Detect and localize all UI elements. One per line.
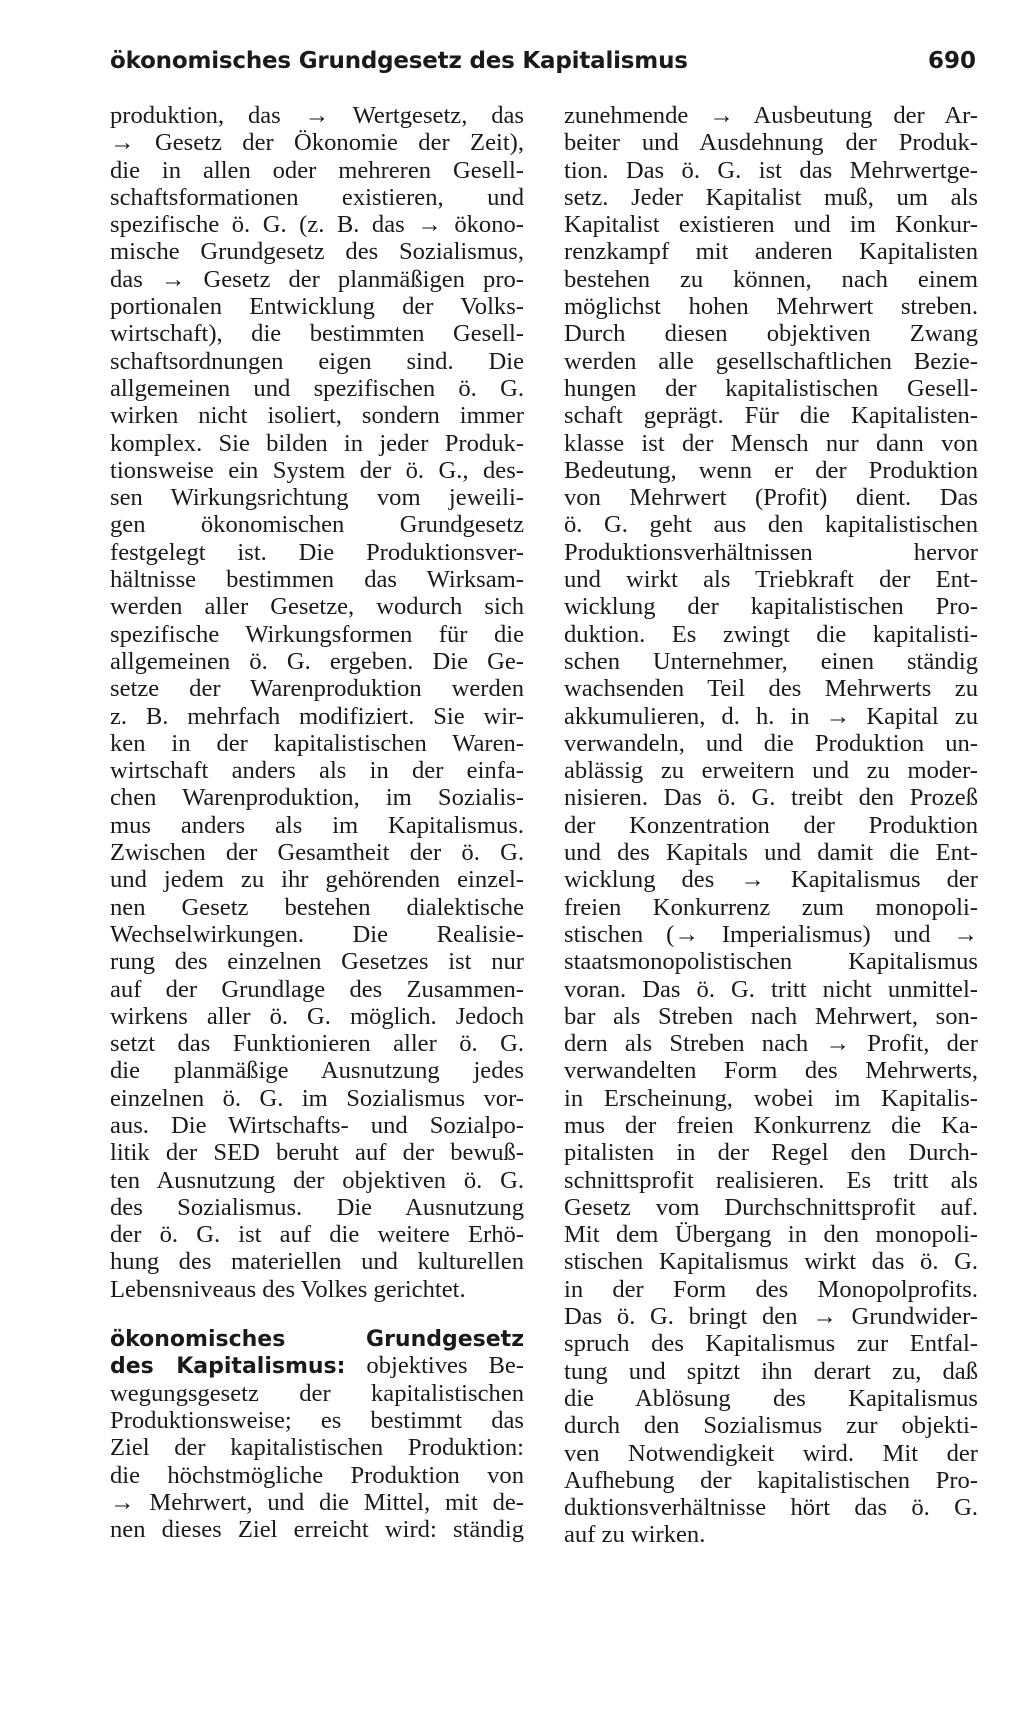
text-line: ven Notwendigkeit wird. Mit der [564, 1439, 978, 1467]
text-line: stischen Kapitalismus wirkt das ö. G. [564, 1248, 978, 1276]
text-line: litik der SED beruht auf der bewuß- [110, 1139, 524, 1167]
text-line: → Mehrwert, und die Mittel, mit de- [110, 1488, 524, 1516]
text-line: ablässig zu erweitern und zu moder- [564, 757, 978, 785]
text-line: tung und spitzt ihn derart zu, daß [564, 1357, 978, 1385]
text-line: → Gesetz der Ökonomie der Zeit), [110, 129, 524, 157]
text-line: chen Warenproduktion, im Sozialis- [110, 784, 524, 812]
text-line: Das ö. G. bringt den → Grundwider- [564, 1303, 978, 1331]
text-line: duktion. Es zwingt die kapitalisti- [564, 620, 978, 648]
entry-body [110, 1380, 524, 1544]
text-line: verwandelten Form des Mehrwerts, [564, 1057, 978, 1085]
text-line: das → Gesetz der planmäßigen pro- [110, 265, 524, 293]
text-line: setz. Jeder Kapitalist muß, um als [564, 183, 978, 211]
text-line: nisieren. Das ö. G. treibt den Prozeß [564, 784, 978, 812]
entry-definition-start: objektives Be- [345, 1352, 524, 1380]
text-line: einzelnen ö. G. im Sozialismus vor- [110, 1084, 524, 1112]
text-line: portionalen Entwicklung der Volks- [110, 293, 524, 321]
text-line: Durch diesen objektiven Zwang [564, 320, 978, 348]
text-line: setzt das Funktionieren aller ö. G. [110, 1030, 524, 1058]
text-line: mus der freien Konkurrenz die Ka- [564, 1111, 978, 1139]
text-line: voran. Das ö. G. tritt nicht unmittel- [564, 975, 978, 1003]
text-line: spezifische Wirkungsformen für die [110, 620, 524, 648]
entry-head: ökonomisches Grundgesetz [110, 1327, 524, 1353]
text-line: möglichst hohen Mehrwert streben. [564, 293, 978, 321]
left-column [110, 102, 524, 1543]
text-line: hung des materiellen und kulturellen [110, 1248, 524, 1276]
text-line: staatsmonopolistischen Kapitalismus [564, 948, 978, 976]
text-line: allgemeinen und spezifischen ö. G. [110, 374, 524, 402]
entry-head-continued: des Kapitalismus: [110, 1354, 346, 1380]
text-line: der Konzentration der Produktion [564, 811, 978, 839]
text-line: auf zu wirken. [564, 1521, 706, 1549]
text-line: wegungsgesetz der kapitalistischen [110, 1379, 524, 1407]
text-line: Ziel der kapitalistischen Produktion: [110, 1434, 524, 1462]
text-line: werden alle gesellschaftlichen Bezie- [564, 347, 978, 375]
text-line: die planmäßige Ausnutzung jedes [110, 1057, 524, 1085]
right-column-body [564, 102, 978, 1549]
text-line: hältnisse bestimmen das Wirksam- [110, 566, 524, 594]
text-line: und wirkt als Triebkraft der Ent- [564, 566, 978, 594]
text-line: bar als Streben nach Mehrwert, son- [564, 1002, 978, 1030]
text-line: schaftsordnungen eigen sind. Die [110, 347, 524, 375]
text-line: und jedem zu ihr gehörenden einzel- [110, 866, 524, 894]
text-line: verwandeln, und die Produktion un- [564, 729, 978, 757]
text-line: duktionsverhältnisse hört das ö. G. [564, 1494, 978, 1522]
text-line: ö. G. geht aus den kapitalistischen [564, 511, 978, 539]
text-line: setze der Warenproduktion werden [110, 675, 524, 703]
text-line: wicklung der kapitalistischen Pro- [564, 593, 978, 621]
text-line: in der Form des Monopolprofits. [564, 1275, 978, 1303]
text-line: mus anders als im Kapitalismus. [110, 811, 524, 839]
text-line: produktion, das → Wertgesetz, das [110, 102, 524, 129]
text-line: Wechselwirkungen. Die Realisie- [110, 920, 524, 948]
text-line: des Sozialismus. Die Ausnutzung [110, 1193, 524, 1221]
text-line: nen dieses Ziel erreicht wird: ständig [110, 1516, 524, 1544]
text-line: in Erscheinung, wobei im Kapitalis- [564, 1084, 978, 1112]
text-line: Produktionsverhältnissen hervor [564, 538, 978, 566]
text-line: allgemeinen ö. G. ergeben. Die Ge- [110, 647, 524, 675]
text-line: pitalisten in der Regel den Durch- [564, 1139, 978, 1167]
right-column [564, 102, 978, 1549]
text-line: die in allen oder mehreren Gesell- [110, 156, 524, 184]
text-line: wirken nicht isoliert, sondern immer [110, 402, 524, 430]
text-line: ken in der kapitalistischen Waren- [110, 729, 524, 757]
text-line: Produktionsweise; es bestimmt das [110, 1406, 524, 1434]
text-line: klasse ist der Mensch nur dann von [564, 429, 978, 457]
text-line: der ö. G. ist auf die weitere Erhö- [110, 1221, 524, 1249]
text-line: spruch des Kapitalismus zur Entfal- [564, 1330, 978, 1358]
text-line: und des Kapitals und damit die Ent- [564, 839, 978, 867]
text-line: von Mehrwert (Profit) dient. Das [564, 484, 978, 512]
entry-gap [110, 1303, 524, 1325]
text-line: die Ablösung des Kapitalismus [564, 1384, 978, 1412]
text-line: Bedeutung, wenn er der Produktion [564, 456, 978, 484]
text-line: auf der Grundlage des Zusammen- [110, 975, 524, 1003]
text-line: Mit dem Übergang in den monopoli- [564, 1221, 978, 1249]
running-head: ökonomisches Grundgesetz des Kapitalismus [110, 48, 688, 74]
text-line: rung des einzelnen Gesetzes ist nur [110, 948, 524, 976]
text-line: zunehmende → Ausbeutung der Ar- [564, 102, 978, 129]
text-line: schen Unternehmer, einen ständig [564, 647, 978, 675]
text-line: aus. Die Wirtschafts- und Sozialpo- [110, 1111, 524, 1139]
text-line: wicklung des → Kapitalismus der [564, 866, 978, 894]
text-line: gen ökonomischen Grundgesetz [110, 511, 524, 539]
text-line: wirtschaft anders als in der einfa- [110, 757, 524, 785]
text-line: schaft geprägt. Für die Kapitalisten- [564, 402, 978, 430]
text-line: hungen der kapitalistischen Gesell- [564, 374, 978, 402]
text-line: wachsenden Teil des Mehrwerts zu [564, 675, 978, 703]
text-line: schaftsformationen existieren, und [110, 183, 524, 211]
text-line: tionsweise ein System der ö. G., des- [110, 456, 524, 484]
text-line: festgelegt ist. Die Produktionsver- [110, 538, 524, 566]
text-line: Kapitalist existieren und im Konkur- [564, 211, 978, 239]
text-line: stischen (→ Imperialismus) und → [564, 920, 978, 948]
entry-oekonomisches-grundgesetz-des-kapitalismus [110, 1325, 524, 1543]
page-number: 690 [927, 48, 976, 74]
text-line: sen Wirkungsrichtung vom jeweili- [110, 484, 524, 512]
text-line: z. B. mehrfach modifiziert. Sie wir- [110, 702, 524, 730]
text-line: dern als Streben nach → Profit, der [564, 1030, 978, 1058]
page-header [110, 48, 976, 88]
text-line: Lebensniveaus des Volkes gerichtet. [110, 1275, 466, 1303]
text-line: schnittsprofit realisieren. Es tritt als [564, 1166, 978, 1194]
text-line: Gesetz vom Durchschnittsprofit auf. [564, 1193, 978, 1221]
text-line: durch den Sozialismus zur objekti- [564, 1412, 978, 1440]
text-line: akkumulieren, d. h. in → Kapital zu [564, 702, 978, 730]
text-line: Aufhebung der kapitalistischen Pro- [564, 1466, 978, 1494]
text-line: spezifische ö. G. (z. B. das → ökono- [110, 211, 524, 239]
entry-line [110, 1352, 524, 1379]
text-line: komplex. Sie bilden in jeder Produk- [110, 429, 524, 457]
text-line: tion. Das ö. G. ist das Mehrwertge- [564, 156, 978, 184]
text-line: renzkampf mit anderen Kapitalisten [564, 238, 978, 266]
text-line: mische Grundgesetz des Sozialismus, [110, 238, 524, 266]
text-line: ten Ausnutzung der objektiven ö. G. [110, 1166, 524, 1194]
text-line: wirkens aller ö. G. möglich. Jedoch [110, 1002, 524, 1030]
text-line: beiter und Ausdehnung der Produk- [564, 129, 978, 157]
text-line: nen Gesetz bestehen dialektische [110, 893, 524, 921]
text-line: die höchstmögliche Produktion von [110, 1461, 524, 1489]
text-line: freien Konkurrenz zum monopoli- [564, 893, 978, 921]
text-line: bestehen zu können, nach einem [564, 265, 978, 293]
text-line: wirtschaft), die bestimmten Gesell- [110, 320, 524, 348]
left-column-body [110, 102, 524, 1303]
text-line: Zwischen der Gesamtheit der ö. G. [110, 839, 524, 867]
text-line: werden aller Gesetze, wodurch sich [110, 593, 524, 621]
entry-head-line [110, 1325, 524, 1352]
